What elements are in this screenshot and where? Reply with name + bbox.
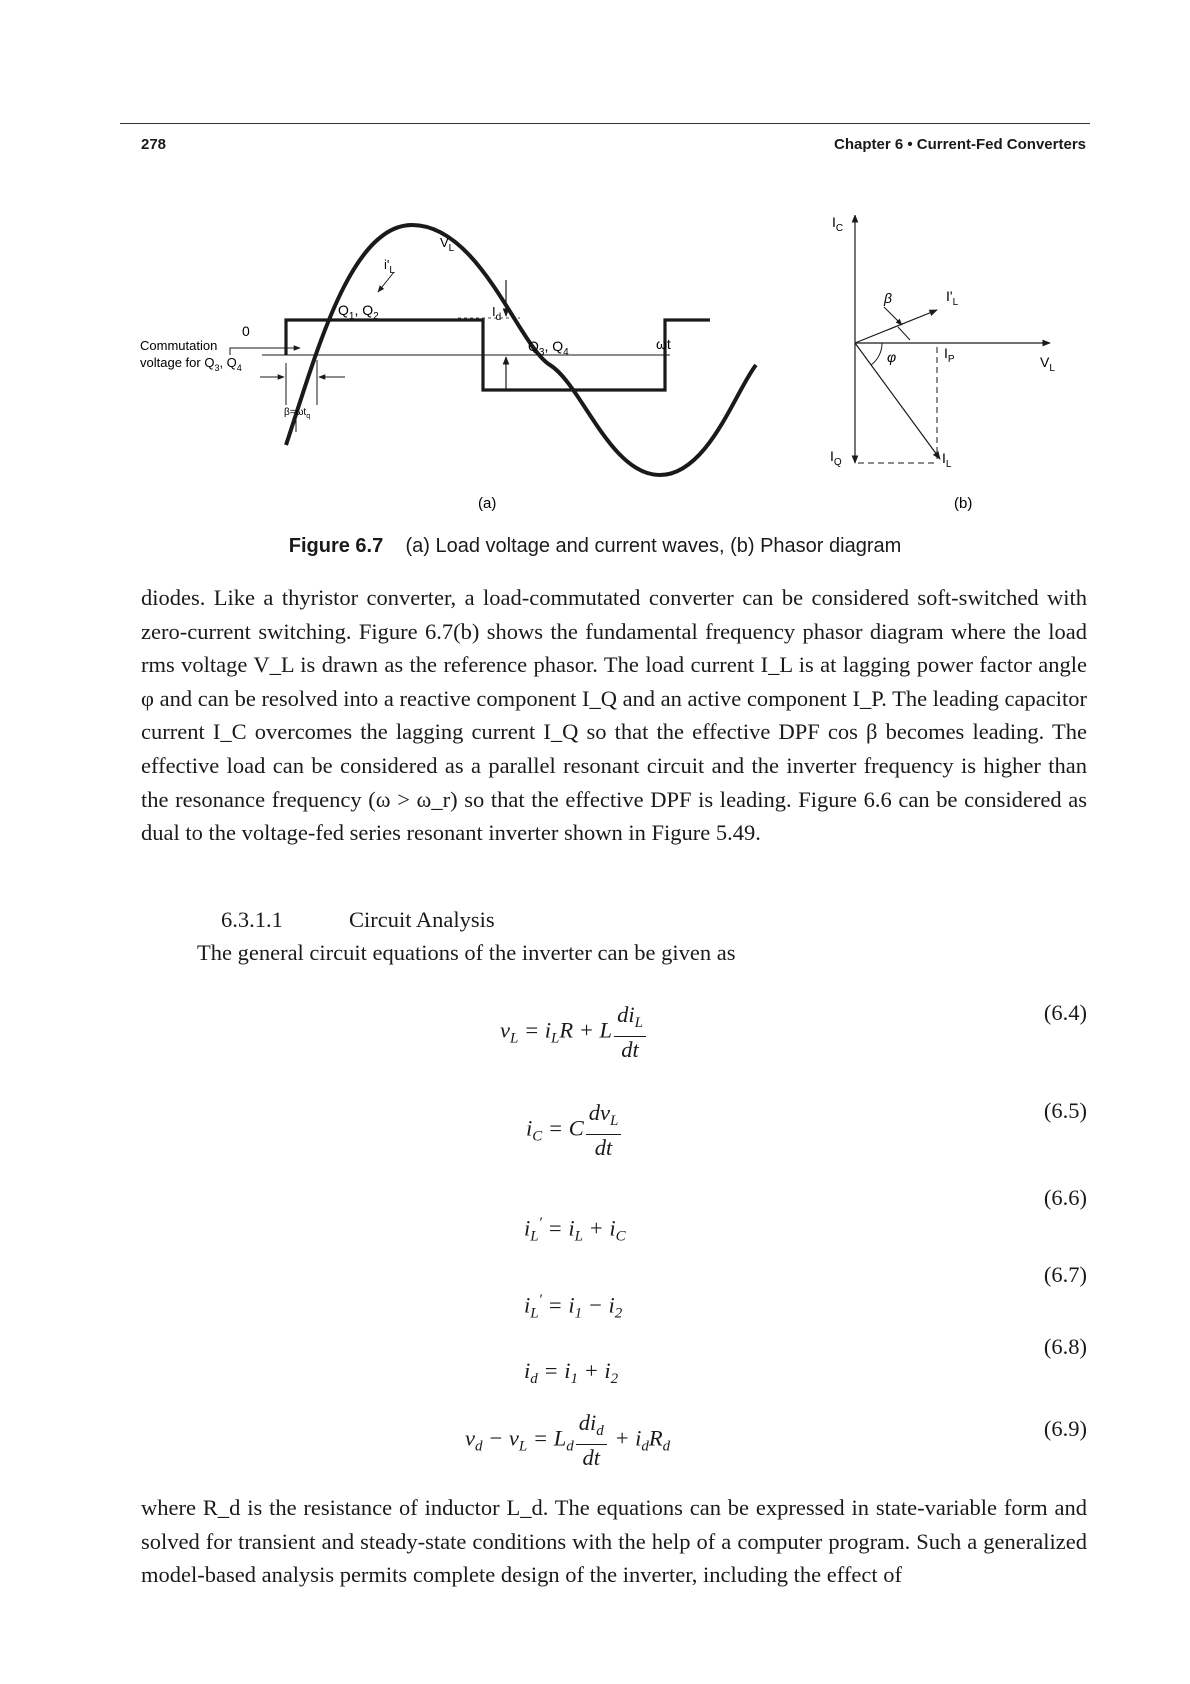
commutation-label-line2: voltage for $Q_3$, $Q_4$ [140,355,242,373]
load-voltage-wave [286,225,756,475]
figure-caption-label: Figure 6.7 [288,535,384,557]
il-prime-label-a: $i'_L$ [384,257,395,276]
panel-a-label: (a) [478,495,497,512]
q12-label: $Q_1$, $Q_2$ [338,302,379,322]
iq-label: $I_Q$ [830,448,842,468]
paragraph-2: where R_d is the resistance of inductor L_d. The equations can be expressed in state-variable form and solved for transient and steady-state conditions with the help of a computer program. Such a generalized model-based analysis permits complete design of the inverter, including the effect of [141,1495,1087,1588]
equation-number: (6.4) [1043,1000,1087,1025]
equation-6-6: $i_L' = i_L + i_C$ (6.6) [524,1185,1087,1245]
equation-6-7: $i_L' = i_1 - i_2$ (6.7) [524,1262,1087,1322]
running-head: Chapter 6 • Current-Fed Converters [834,136,1086,153]
vl-label-a: $V_L$ [440,235,455,254]
commutation-leader [230,348,300,355]
ic-label: $I_C$ [832,215,844,234]
equation-6-4: $v_L = i_LR + L$ $\frac{di_L}{dt}$ (6.4) [500,1000,1087,1062]
ip-label: $I_P$ [944,345,955,365]
beta-arrow-b [884,307,902,325]
section-number: 6.3.1.1 [221,907,283,932]
panel-b-label: (b) [954,495,973,512]
paragraph-1: diodes. Like a thyristor converter, a load-commutated converter can be considered soft-switched with zero-current switching. Figure 6.7(b) shows the fundamental frequency phasor diagram where the load rms voltage V_L is drawn as the reference phasor. The load current I_L is at lagging power factor angle φ and can be resolved into a reactive component I_Q and an active component I_P. The leading capacitor current I_C overcomes the lagging current I_Q so that the effective DPF cos β becomes leading. The effective load can be considered as a parallel resonant circuit and the inverter frequency is higher than the resonance frequency (ω > ω_r) so that the effective DPF is leading. Figure 6.6 can be considered as dual to the voltage-fed series resonant inverter shown in Figure 5.49. [141,585,1087,846]
commutation-label-line1: Commutation [140,338,218,353]
phi-label: φ [887,349,897,365]
wt-label: ωt [656,336,671,352]
beta-label-b: β [884,290,892,306]
equations-intro: The general circuit equations of the inverter can be given as [197,940,736,965]
beta-label-a: $\beta=\omega t_q$ [284,407,311,420]
panel-b [830,215,1055,512]
panel-a [140,225,756,512]
figure-caption [0,535,1190,558]
figure-6-7 [140,215,1100,535]
id-label: $I_d$ [492,304,502,323]
il-phasor [855,343,940,459]
header-rule [120,123,1090,124]
il-prime-phasor [855,310,937,343]
page-number: 278 [141,136,167,153]
equation-number: (6.8) [1043,1334,1087,1359]
phi-arc [871,343,882,365]
equation-number: (6.7) [1043,1262,1087,1287]
zero-label: 0 [242,323,250,339]
equation-6-9: $v_d - v_L = L_d$ $\frac{di_d}{dt}$ + $i_dR_d$ (6.9) [465,1410,1087,1470]
section-heading [221,907,495,933]
section-title: Circuit Analysis [349,907,495,932]
equation-number: (6.6) [1043,1185,1087,1210]
equation-number: (6.5) [1043,1098,1087,1123]
equation-6-8: $i_d = i_1 + i_2$ (6.8) [524,1334,1087,1387]
il-label-b: $I_L$ [942,450,952,470]
equation-6-5: $i_C = C$ $\frac{dv_L}{dt}$ (6.5) [526,1098,1087,1160]
figure-caption-text: (a) Load voltage and current waves, (b) Phasor diagram [405,535,902,557]
il-prime-label-b: $I'_L$ [946,288,959,308]
q34-label: $Q_3$, $Q_4$ [528,338,569,358]
vl-label-b: $V_L$ [1040,354,1055,374]
equation-number: (6.9) [1043,1416,1087,1441]
